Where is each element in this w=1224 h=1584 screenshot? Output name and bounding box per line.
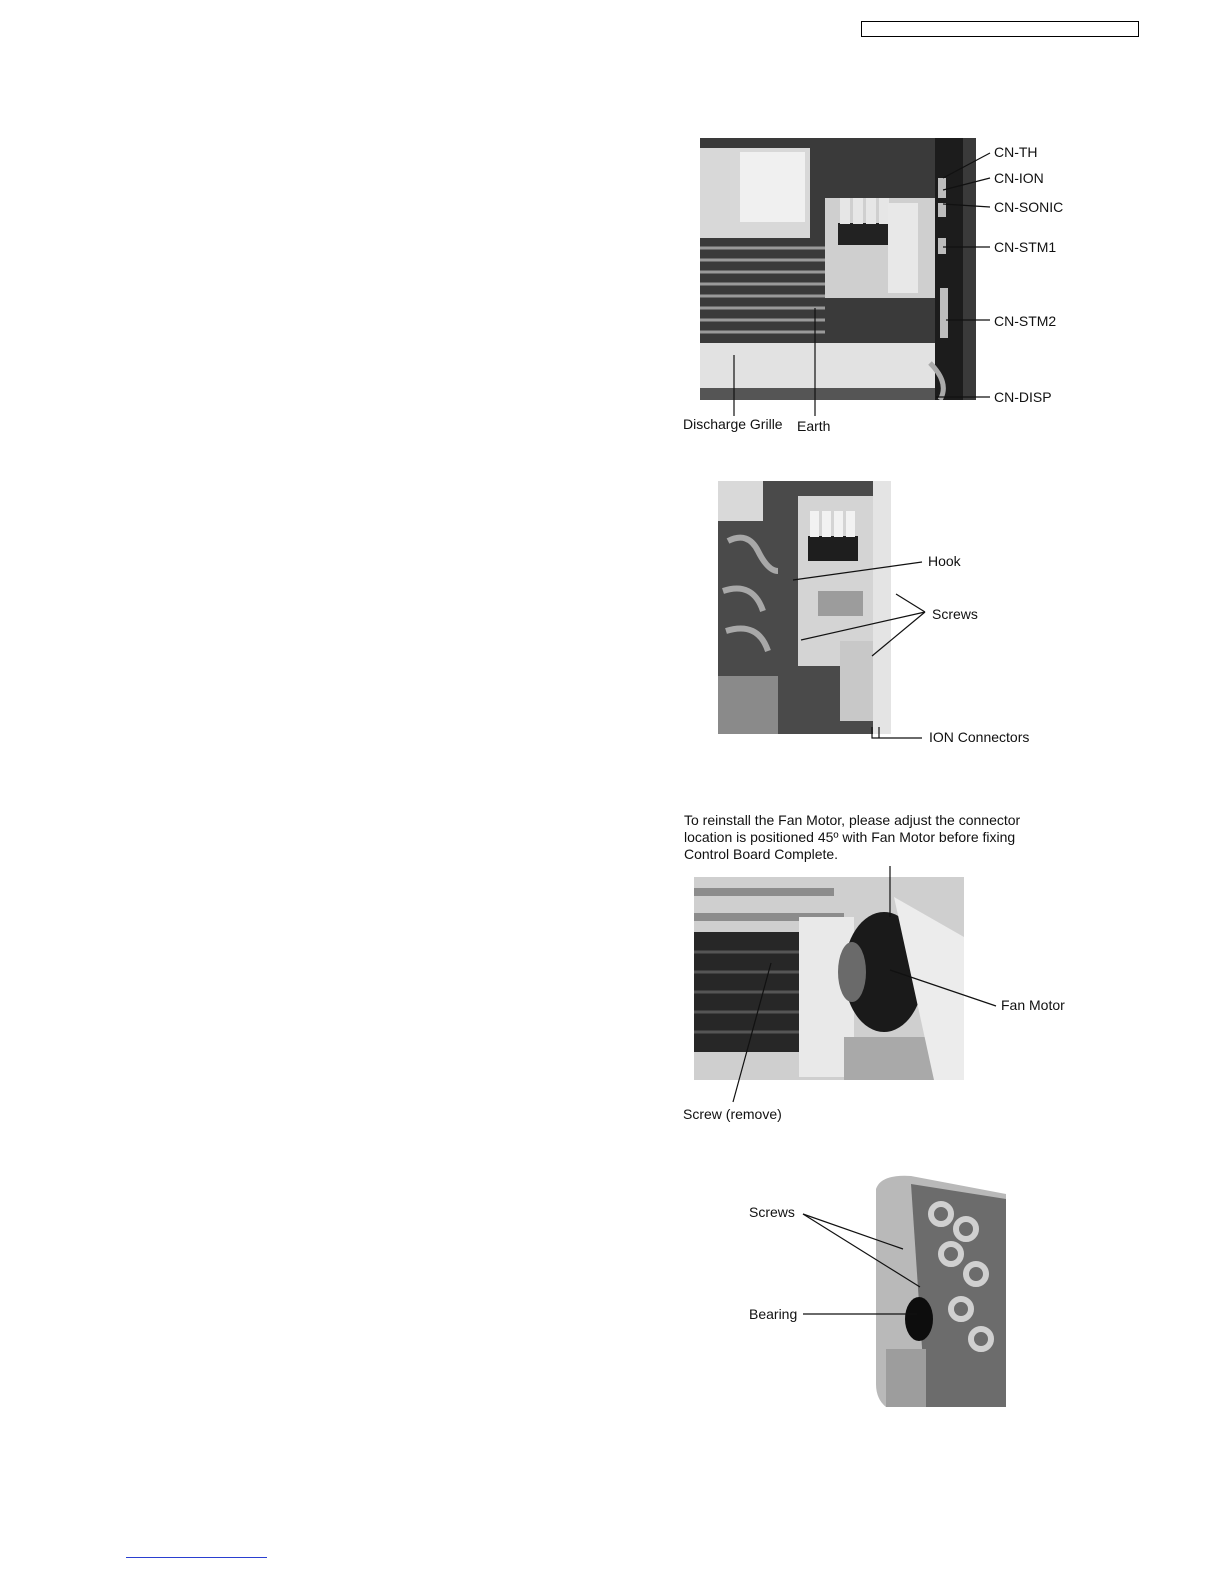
label-cn-disp: CN-DISP [994, 389, 1052, 405]
fan-motor-reinstall-note: To reinstall the Fan Motor, please adjust the connector location is positioned 45º with Fan Motor before fixing Control Board Complete. [684, 812, 1021, 862]
label-bearing: Bearing [749, 1306, 798, 1322]
label-cn-stm2: CN-STM2 [994, 313, 1057, 329]
label-cn-ion: CN-ION [994, 170, 1044, 186]
label-screws: Screws [749, 1204, 795, 1220]
label-earth: Earth [797, 418, 831, 434]
footer-link[interactable] [126, 1557, 267, 1558]
label-hook: Hook [928, 553, 961, 569]
label-screw-remove: Screw (remove) [683, 1106, 782, 1122]
control-board-photo [718, 481, 891, 734]
label-screws: Screws [932, 606, 978, 622]
fan-motor-photo [694, 877, 964, 1080]
label-discharge-grille: Discharge Grille [683, 416, 783, 432]
header-box [861, 21, 1139, 37]
connectors-photo [700, 138, 976, 400]
label-fan-motor: Fan Motor [1001, 997, 1065, 1013]
label-cn-sonic: CN-SONIC [994, 199, 1064, 215]
label-ion-connectors: ION Connectors [929, 729, 1030, 745]
label-cn-th: CN-TH [994, 144, 1038, 160]
bearing-photo [871, 1174, 1006, 1407]
label-cn-stm1: CN-STM1 [994, 239, 1057, 255]
